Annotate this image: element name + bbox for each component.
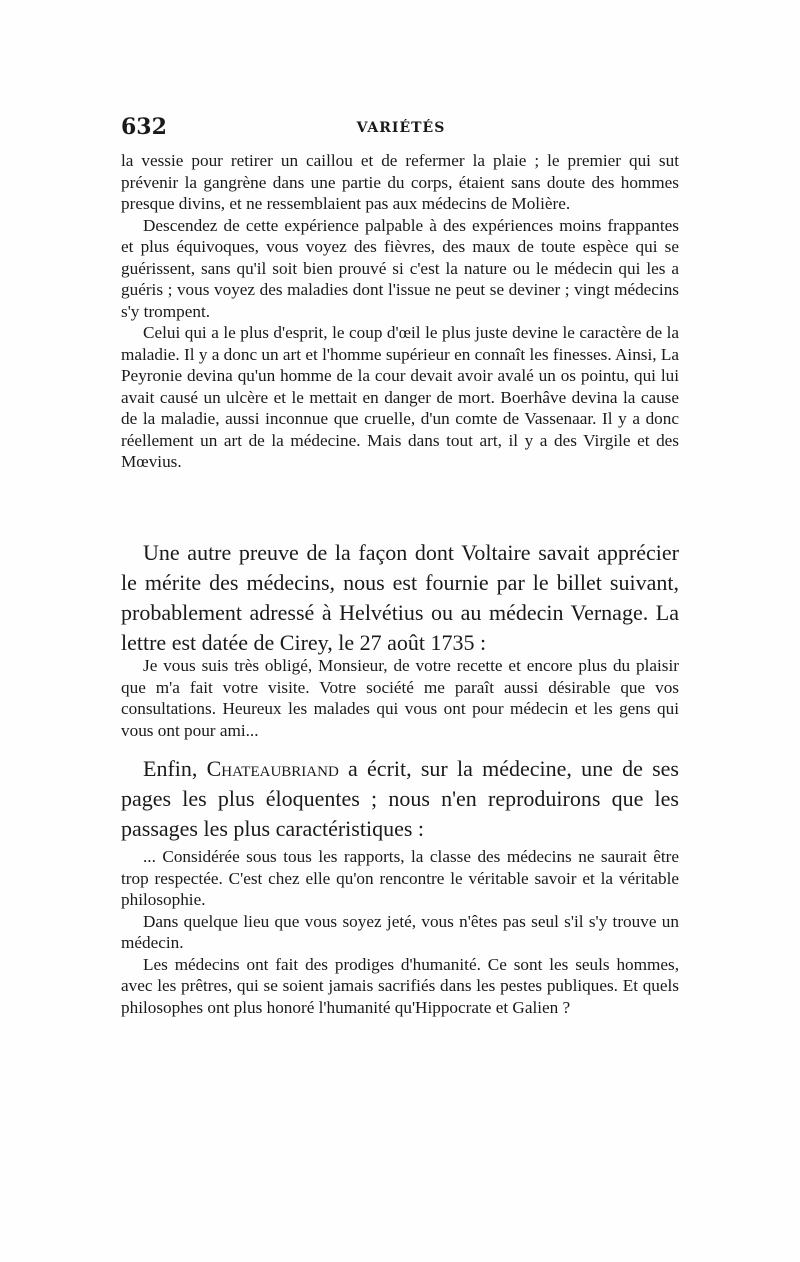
body-paragraph-1-block: [121, 538, 679, 658]
quote-1-paragraph-1: la vessie pour retirer un caillou et de refermer la plaie ; le premier qui sut prévenir la gangrène dans une partie du corps, étaient sans doute des hommes presque divins, et ne ressemblaient pas aux médecins de Molière.: [121, 151, 679, 213]
quote-3-paragraph-1: ... Considérée sous tous les rapports, la classe des médecins ne saurait être trop respectée. C'est chez elle qu'on rencontre le véritable savoir et la véritable philosophie.: [121, 847, 679, 909]
body-2-before: Enfin,: [143, 756, 207, 781]
quote-3-paragraph-2: Dans quelque lieu que vous soyez jeté, vous n'êtes pas seul s'il s'y trouve un médecin.: [121, 911, 679, 952]
author-name: Chateaubriand: [206, 756, 339, 781]
body-paragraph-1: Une autre preuve de la façon dont Voltaire savait apprécier le mérite des médecins, nous est fournie par le billet suivant, probablement adressé à Helvétius ou au médecin Vernage. La lettre est datée de Cirey, le 27 août 1735 :: [121, 540, 679, 655]
quote-1-paragraph-2: Descendez de cette expérience palpable à des expériences moins frappantes et plus équivoques, vous voyez des fièvres, des maux de toute espèce qui se guérissent, sans qu'il soit bien prouvé si c'est la nature ou le médecin qui les a guéris ; vous voyez des maladies dont l'issue ne peut se deviner ; vingt médecins s'y trompent.: [121, 215, 679, 321]
body-2-after: a écrit, sur la médecine, une de ses pages les plus éloquentes ; nous n'en reproduirons que les passages les plus caractéristiques :: [121, 756, 679, 841]
quote-1-paragraph-3: Celui qui a le plus d'esprit, le coup d'œil le plus juste devine le caractère de la maladie. Il y a donc un art et l'homme supérieur en connaît les finesses. Ainsi, La Peyronie devina qu'un homme de la cour devait avoir avalé un os pointu, qui lui avait causé un ulcère et le mettait en danger de mort. Boerhâve devina la cause de la maladie, aussi inconnue que cruelle, d'un comte de Vassenaar. Il y a donc réellement un art de la médecine. Mais dans tout art, il y a des Virgile et des Mœvius.: [121, 323, 679, 471]
running-head: VARIÉTÉS: [356, 120, 446, 136]
page-header: [121, 114, 681, 144]
quote-2-paragraph: Je vous suis très obligé, Monsieur, de votre recette et encore plus du plaisir que m'a fait votre visite. Votre société me paraît aussi désirable que vos consultations. Heureux les malades qui vous ont pour médecin et les gens qui vous ont pour ami...: [121, 656, 679, 740]
quote-block-2: [121, 655, 679, 741]
quote-3-paragraph-3: Les médecins ont fait des prodiges d'humanité. Ce sont les seuls hommes, avec les prêtres, qui se soient jamais sacrifiés dans les pestes publiques. Et quels philosophes ont plus honoré l'humanité qu'Hippocrate et Galien ?: [121, 954, 679, 1017]
quote-block-3: [121, 846, 679, 1018]
body-paragraph-2: [121, 754, 679, 844]
quote-block-1: [121, 150, 679, 473]
page-number: 632: [121, 114, 167, 140]
body-paragraph-2-block: [121, 754, 679, 844]
